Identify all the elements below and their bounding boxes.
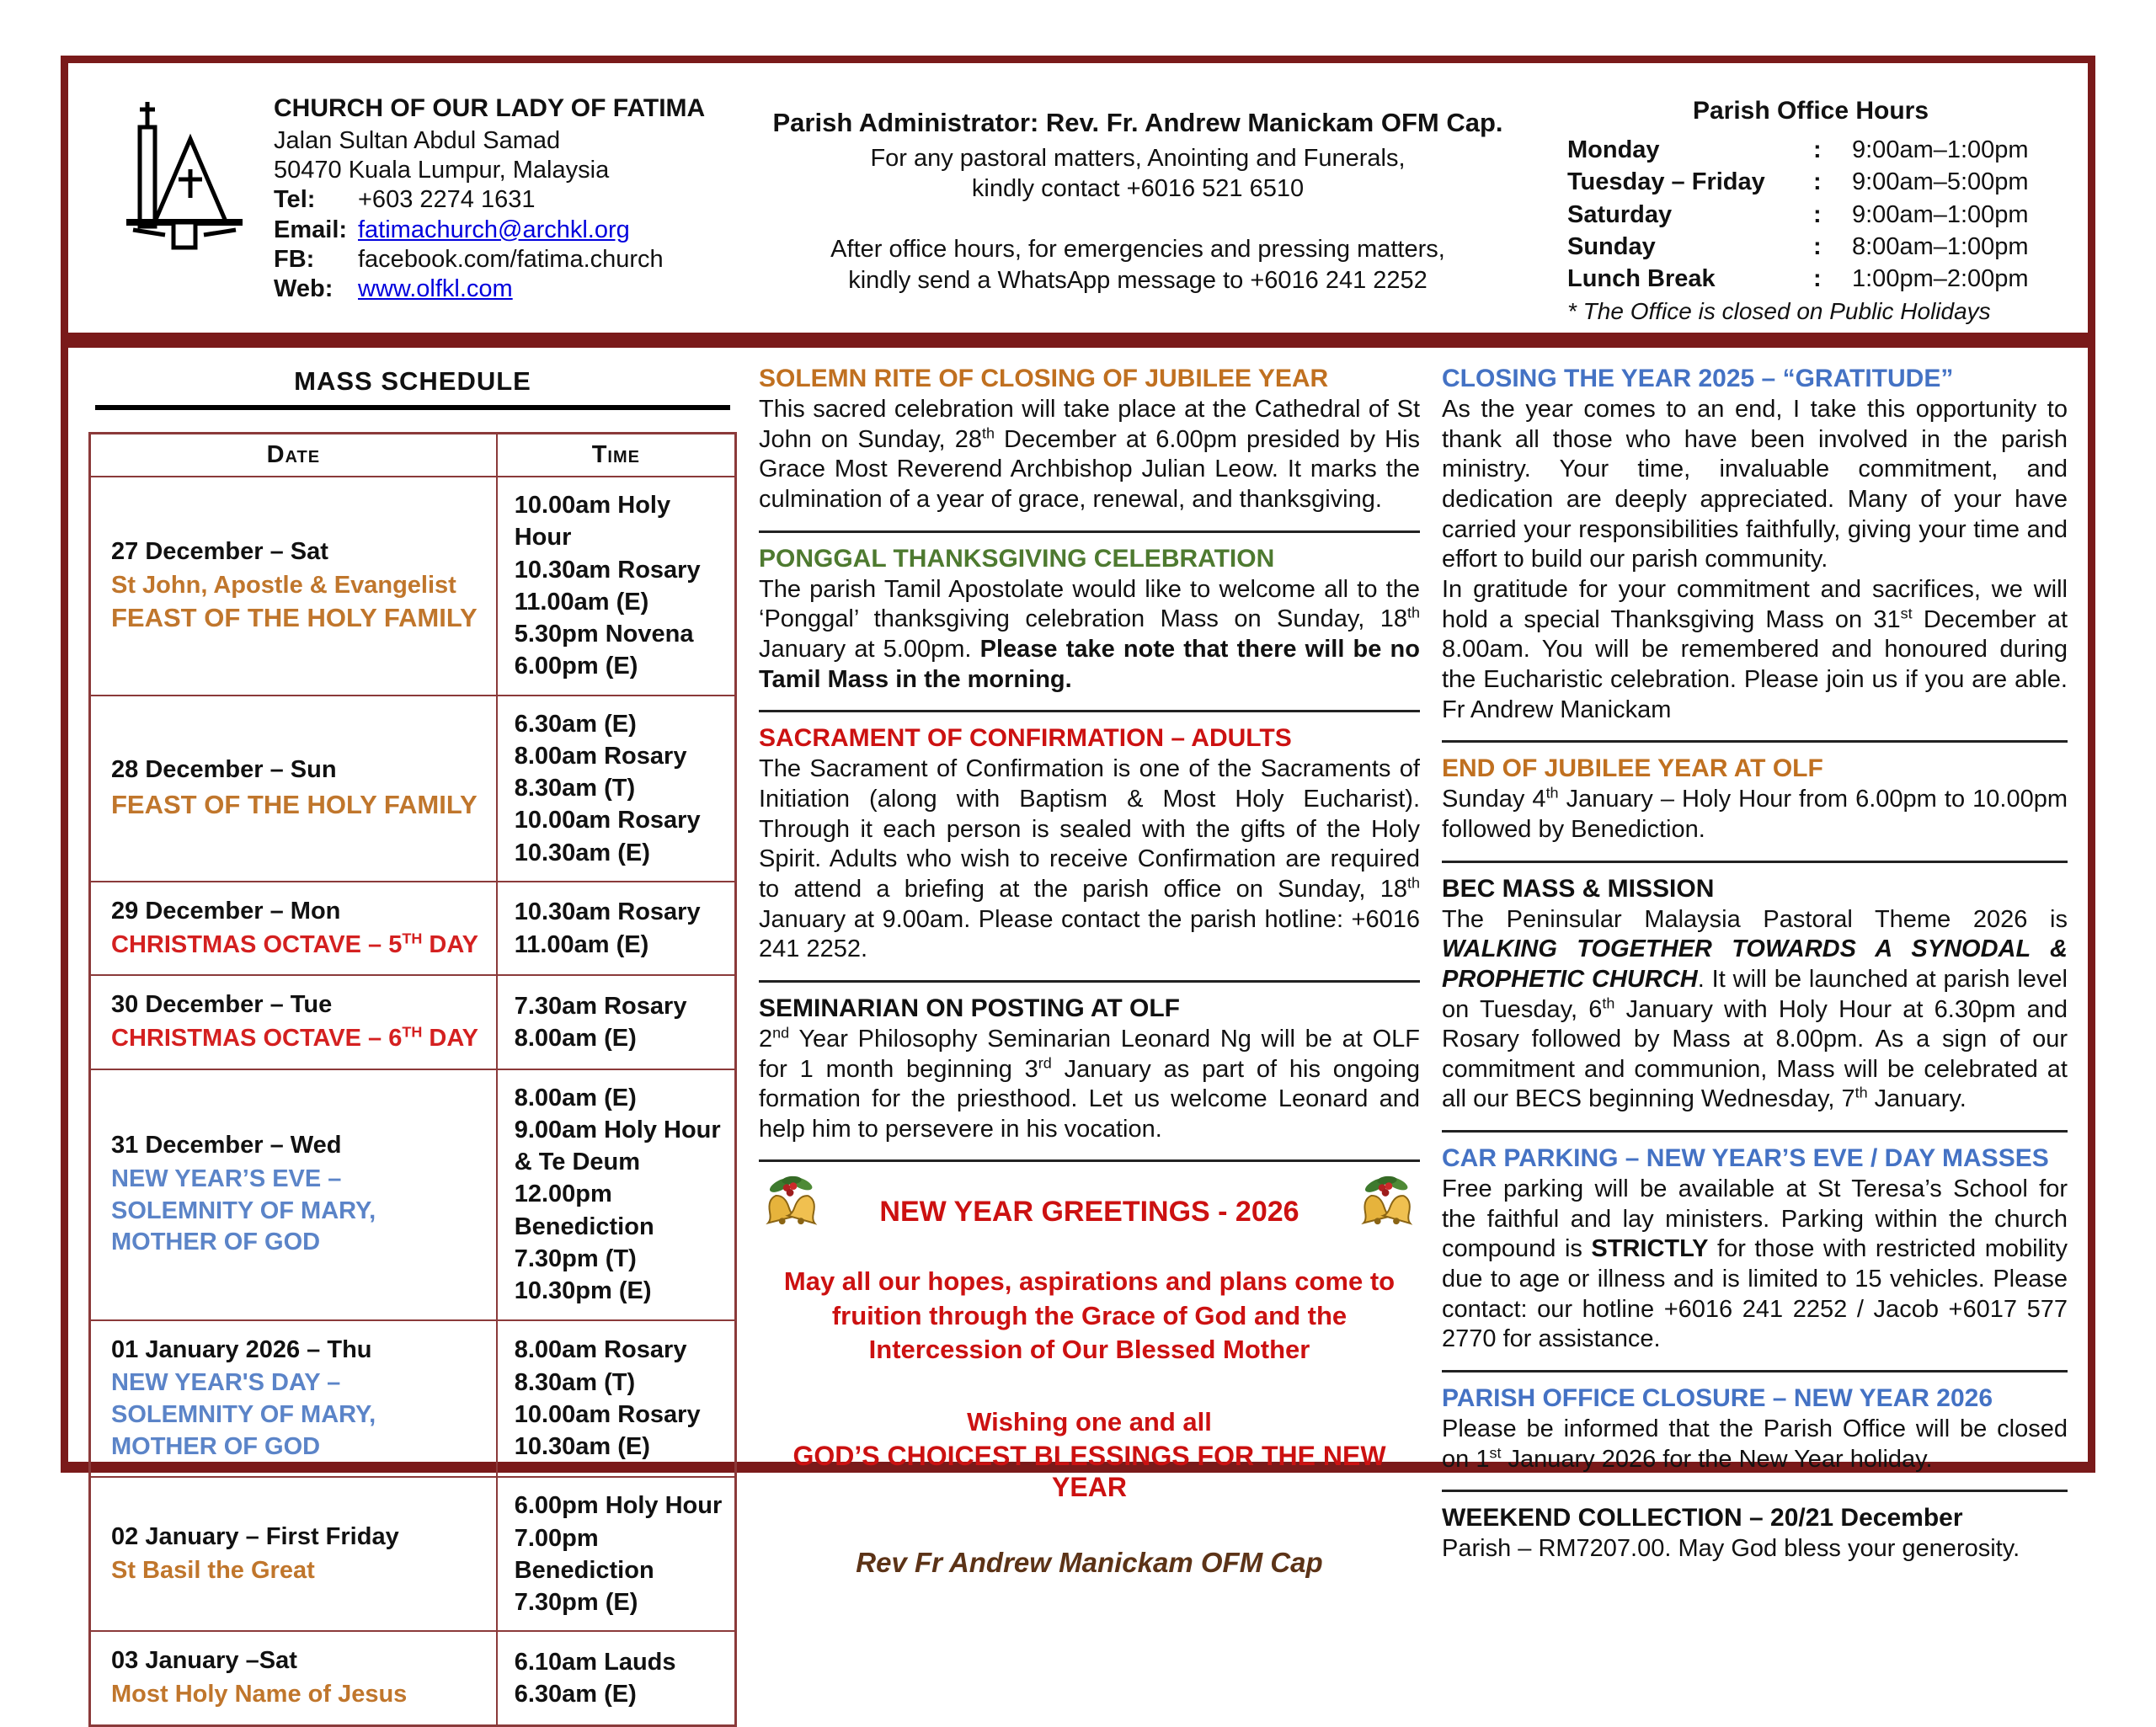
schedule-time: 6.30am (E) (514, 710, 637, 738)
office-hours-row (1567, 231, 2054, 263)
office-hours-note: * The Office is closed on Public Holidays (1567, 298, 1991, 325)
parish-administrator-block (717, 63, 1559, 296)
schedule-row (90, 1069, 736, 1320)
article-body: Parish – RM7207.00. May God bless your generosity. (1442, 1535, 2020, 1563)
schedule-time: 10.30am (E) (514, 839, 650, 866)
schedule-date: 02 January – First Friday (111, 1523, 399, 1551)
schedule-time: 10.00am Holy Hour (514, 492, 671, 552)
schedule-time-cell (497, 696, 736, 882)
office-hours-row (1567, 166, 2054, 198)
office-hours-day: Tuesday – Friday (1567, 168, 1765, 196)
schedule-date-cell (90, 696, 497, 882)
contact-link[interactable]: fatimachurch@archkl.org (358, 216, 630, 243)
schedule-time: 8.00am (E) (514, 1084, 637, 1111)
office-hours-day: Sunday (1567, 232, 1656, 260)
schedule-time-cell (497, 1631, 736, 1725)
pastoral-matters-line: For any pastoral matters, Anointing and Funerals, (870, 144, 1406, 172)
schedule-date: 27 December – Sat (111, 537, 328, 565)
church-logo-icon (117, 87, 252, 255)
office-hours-colon: : (1813, 168, 1822, 196)
article-body: The Peninsular Malaysia Pastoral Theme 2026 is WALKING TOGETHER TOWARDS A SYNODAL & PROPHETIC CHURCH. It will be launched at parish level on Tuesday, 6th January with Holy Hour at 6.30pm and Rosary followed by Mass at 8.00pm. As a sign of our commitment and communion, Mass will be celebrated at all our BECS beginning Wednesday, 7th January. (1442, 905, 2068, 1113)
office-hours-colon: : (1813, 200, 1822, 228)
schedule-time: 10.30pm (E) (514, 1277, 652, 1305)
administrator-name: Parish Administrator: Rev. Fr. Andrew Manickam OFM Cap. (772, 108, 1503, 137)
schedule-date-cell (90, 477, 497, 696)
office-hours-colon: : (1813, 136, 1822, 163)
schedule-feast: Most Holy Name of Jesus (111, 1681, 408, 1708)
schedule-time-cell (497, 477, 736, 696)
schedule-date: 30 December – Tue (111, 991, 333, 1019)
mass-schedule-title: MASS SCHEDULE (95, 360, 730, 410)
office-hours-day: Monday (1567, 136, 1660, 163)
article-body: This sacred celebration will take place at the Cathedral of St John on Sunday, 28th December at 6.00pm presided by His Grace Most Reverend Archbishop Julian Leow. It marks the culmination of a year of grace, renewal, and thanksgiving. (759, 396, 1420, 513)
schedule-date-cell (90, 1320, 497, 1478)
church-identity (68, 63, 717, 305)
schedule-time: 9.00am Holy Hour & Te Deum (514, 1116, 721, 1176)
schedule-row (90, 1631, 736, 1725)
schedule-time: 6.00pm (E) (514, 653, 638, 680)
article-body: The Sacrament of Confirmation is one of the Sacraments of Initiation (along with Baptism & Most Holy Eucharist). Through it each person is sealed with the gifts of the Holy Spirit. Adults who wish to receive Confirmation are required to attend a briefing at the parish office on Sunday, 18th January at 9.00am. Please contact the parish hotline: +6016 241 2252. (759, 755, 1420, 963)
schedule-time: 12.00pm Benediction (514, 1181, 654, 1240)
article-body: The parish Tamil Apostolate would like to welcome all to the ‘Ponggal’ thanksgiving celebration Mass on Sunday, 18th January at 5.00pm. Please take note that there will be no Tamil Mass in the morning. (759, 575, 1420, 693)
article-title: END OF JUBILEE YEAR AT OLF (1442, 754, 1823, 783)
office-hours-time: 9:00am–1:00pm (1852, 136, 2029, 163)
schedule-date: 28 December – Sun (111, 756, 337, 784)
schedule-feast: NEW YEAR'S DAY – SOLEMNITY OF MARY, MOTHER OF GOD (111, 1369, 376, 1460)
office-hours-title: Parish Office Hours (1692, 97, 1929, 125)
schedule-time-cell (497, 882, 736, 975)
church-name: CHURCH OF OUR LADY OF FATIMA (274, 94, 706, 122)
schedule-time-cell (497, 1069, 736, 1320)
office-hours-time: 9:00am–1:00pm (1852, 200, 2029, 228)
schedule-time: 6.10am Lauds (514, 1648, 676, 1676)
contact-value: +603 2274 1631 (358, 186, 536, 214)
contact-label: Email: (274, 216, 348, 243)
contact-label: FB: (274, 246, 315, 274)
article (1442, 1144, 2068, 1355)
office-hours-row (1567, 199, 2054, 231)
schedule-row (90, 696, 736, 882)
article-title: CAR PARKING – NEW YEAR’S EVE / DAY MASSES (1442, 1144, 2049, 1173)
greeting-signature: Rev Fr Andrew Manickam OFM Cap (856, 1547, 1323, 1579)
article (759, 365, 1420, 515)
schedule-feast: NEW YEAR’S EVE – SOLEMNITY OF MARY, MOTHER OF GOD (111, 1165, 376, 1256)
column-header-date: Date (90, 434, 497, 477)
office-hours-day: Lunch Break (1567, 265, 1716, 293)
schedule-date: 01 January 2026 – Thu (111, 1335, 372, 1363)
schedule-time: 10.30am Rosary (514, 898, 701, 926)
article (759, 545, 1420, 696)
office-hours-row (1567, 263, 2054, 295)
schedule-time: 7.30am Rosary (514, 992, 687, 1020)
schedule-time-cell (497, 1320, 736, 1478)
office-hours-colon: : (1813, 232, 1822, 260)
column-header-time: Time (497, 434, 736, 477)
schedule-time: 8.30am (T) (514, 1368, 636, 1396)
schedule-row (90, 477, 736, 696)
schedule-time: 8.00am Rosary (514, 1336, 687, 1364)
article-body: As the year comes to an end, I take this opportunity to thank all those who have been involved in the parish ministry. Your time, invaluable commitment, and dedication are deeply appreciated. Many of your have carried your responsibilities faithfully, giving your time and effort to build our parish community. In gratitude for your commitment and sacrifices, we will hold a special Thanksgiving Mass on 31st December at 8.00am. You will be remembered and honoured during the Eucharistic celebration. Please join us if you are able. Fr Andrew Manickam (1442, 396, 2068, 723)
divider (759, 1159, 1420, 1162)
christmas-bells-icon (759, 1174, 825, 1239)
schedule-time: 10.00am Rosary (514, 807, 701, 834)
schedule-row (90, 975, 736, 1069)
office-hours-time: 9:00am–5:00pm (1852, 168, 2029, 196)
article-body: Sunday 4th January – Holy Hour from 6.00pm to 10.00pm followed by Benediction. (1442, 784, 2068, 843)
schedule-time: 6.00pm Holy Hour (514, 1492, 723, 1520)
schedule-time: 7.00pm Benediction (514, 1524, 654, 1584)
article-title: BEC MASS & MISSION (1442, 874, 1715, 903)
article-body: Free parking will be available at St Teresa’s School for the faithful and lay ministers. Parking within the church compound is STRICTLY for those with restricted mobility due to age or illness and is limited to 15 vehicles. Please contact: our hotline +6016 241 2252 / Jacob +6017 577 2770 for assistance. (1442, 1175, 2068, 1353)
article (1442, 875, 2068, 1116)
divider (1442, 740, 2068, 743)
schedule-feast: CHRISTMAS OCTAVE – 5TH DAY (111, 929, 478, 958)
office-hours-time: 1:00pm–2:00pm (1852, 265, 2029, 293)
schedule-time: 10.00am Rosary (514, 1400, 701, 1428)
article (1442, 1384, 2068, 1474)
schedule-feast: St Basil the Great (111, 1556, 315, 1584)
article-title: SACRAMENT OF CONFIRMATION – ADULTS (759, 724, 1292, 753)
church-info (274, 87, 705, 305)
schedule-feast: CHRISTMAS OCTAVE – 6TH DAY (111, 1023, 478, 1052)
schedule-feast: St John, Apostle & Evangelist (111, 571, 456, 599)
schedule-date-cell (90, 1069, 497, 1320)
body-box (61, 340, 2095, 1708)
schedule-date: 29 December – Mon (111, 897, 341, 925)
divider (759, 980, 1420, 983)
divider (759, 710, 1420, 712)
schedule-row (90, 882, 736, 975)
divider (759, 530, 1420, 533)
schedule-time-cell (497, 975, 736, 1069)
article-title: SEMINARIAN ON POSTING AT OLF (759, 994, 1180, 1022)
greeting-title: NEW YEAR GREETINGS - 2026 (879, 1196, 1299, 1229)
middle-column (759, 360, 1420, 1579)
whatsapp-line: kindly send a WhatsApp message to +6016 241 2252 (848, 266, 1428, 294)
article-title: CLOSING THE YEAR 2025 – “GRATITUDE” (1442, 365, 1954, 392)
greeting-message: May all our hopes, aspirations and plans come to fruition through the Grace of God and the Intercession of Our Blessed Mother (783, 1266, 1396, 1365)
schedule-time: 11.00am (E) (514, 930, 649, 958)
mass-schedule-column (88, 360, 737, 1708)
schedule-time: 11.00am (E) (514, 588, 649, 616)
schedule-time: 8.00am (E) (514, 1024, 637, 1052)
church-contacts (274, 185, 705, 305)
article-title: SOLEMN RITE OF CLOSING OF JUBILEE YEAR (759, 365, 1329, 392)
christmas-bells-icon (1354, 1174, 1420, 1239)
article-title: PARISH OFFICE CLOSURE – NEW YEAR 2026 (1442, 1384, 1993, 1413)
contact-label: Web: (274, 275, 334, 303)
after-hours-line: After office hours, for emergencies and pressing matters, (830, 236, 1445, 264)
schedule-feast: FEAST OF THE HOLY FAMILY (111, 603, 478, 633)
schedule-time-cell (497, 1477, 736, 1631)
schedule-time: 6.30am (E) (514, 1681, 637, 1708)
schedule-feast: FEAST OF THE HOLY FAMILY (111, 789, 478, 819)
office-hours-rows (1567, 134, 2054, 295)
schedule-time: 5.30pm Novena (514, 621, 694, 648)
contact-row (274, 275, 705, 304)
contact-row (274, 216, 705, 245)
schedule-row (90, 1320, 736, 1478)
church-address-line2: 50470 Kuala Lumpur, Malaysia (274, 156, 610, 184)
contact-link[interactable]: www.olfkl.com (358, 275, 513, 303)
contact-row (274, 245, 705, 275)
contact-value: facebook.com/fatima.church (358, 246, 664, 274)
office-hours-row (1567, 134, 2054, 166)
office-hours-day: Saturday (1567, 200, 1673, 228)
schedule-row (90, 1477, 736, 1631)
new-year-greeting-block (759, 1174, 1420, 1579)
divider (1442, 861, 2068, 863)
schedule-time: 7.30pm (T) (514, 1245, 637, 1272)
article-title: WEEKEND COLLECTION – 20/21 December (1442, 1504, 1963, 1532)
article (759, 724, 1420, 965)
schedule-date-cell (90, 975, 497, 1069)
office-hours-colon: : (1813, 265, 1822, 293)
office-hours-time: 8:00am–1:00pm (1852, 232, 2029, 260)
schedule-time: 8.00am Rosary (514, 742, 687, 770)
article-body: 2nd Year Philosophy Seminarian Leonard Ng will be at OLF for 1 month beginning 3rd January as part of his ongoing formation for the priesthood. Let us welcome Leonard and help him to persevere in his vocation. (759, 1024, 1420, 1143)
schedule-date-cell (90, 1631, 497, 1725)
schedule-time: 10.30am (E) (514, 1433, 650, 1461)
header-box (61, 56, 2095, 340)
article (1442, 1504, 2068, 1564)
schedule-date-cell (90, 882, 497, 975)
article-body: Please be informed that the Parish Office will be closed on 1st January 2026 for the New Year holiday. (1442, 1415, 2068, 1473)
article-title: PONGGAL THANKSGIVING CELEBRATION (759, 544, 1275, 573)
divider (1442, 1370, 2068, 1373)
contact-label: Tel: (274, 186, 316, 214)
schedule-date-cell (90, 1477, 497, 1631)
right-column (1442, 360, 2068, 1563)
office-hours-block (1559, 63, 2088, 325)
contact-row (274, 185, 705, 215)
divider (1442, 1130, 2068, 1133)
pastoral-contact-line: kindly contact +6016 521 6510 (971, 175, 1305, 202)
schedule-time: 10.30am Rosary (514, 556, 701, 584)
church-address-line1: Jalan Sultan Abdul Samad (274, 126, 561, 154)
divider (1442, 1490, 2068, 1492)
schedule-time: 8.30am (T) (514, 775, 636, 802)
schedule-date: 31 December – Wed (111, 1132, 342, 1159)
greeting-wishing-line: Wishing one and all (967, 1407, 1212, 1437)
article (1442, 365, 2068, 725)
schedule-time: 7.30pm (E) (514, 1589, 638, 1617)
mass-schedule-table (88, 432, 737, 1727)
greeting-blessings-line: GOD’S CHOICEST BLESSINGS FOR THE NEW YEAR (792, 1441, 1386, 1503)
schedule-date: 03 January –Sat (111, 1647, 297, 1675)
article (1442, 754, 2068, 845)
article (759, 994, 1420, 1145)
